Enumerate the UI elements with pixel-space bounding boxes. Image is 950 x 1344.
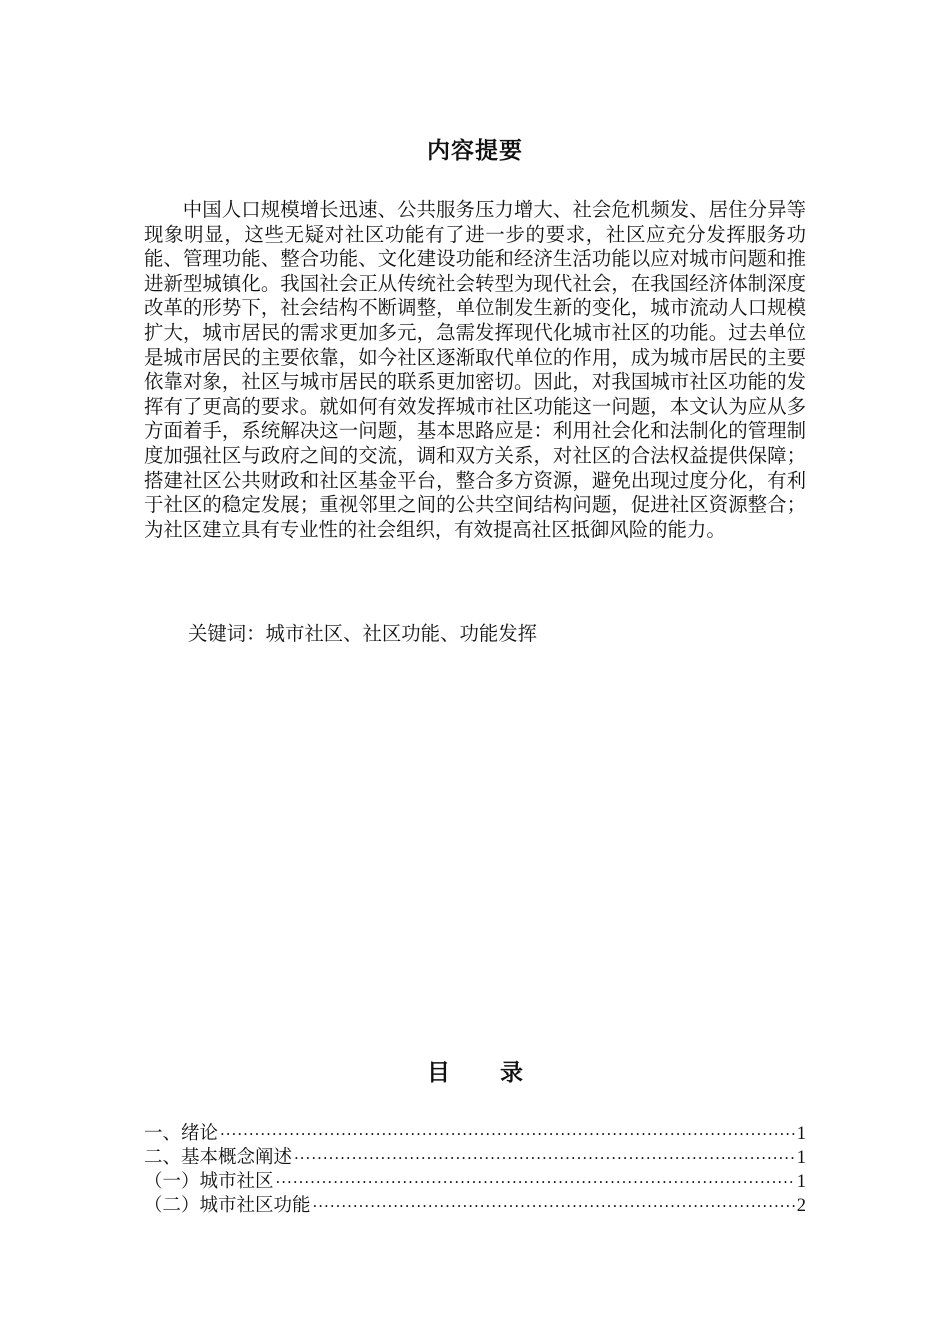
toc-entry-label: （一）城市社区 — [144, 1171, 274, 1192]
toc-leader-dots — [276, 1170, 795, 1194]
toc-leader-dots — [294, 1146, 795, 1170]
toc-entry-page: 1 — [796, 1148, 806, 1168]
toc-entry-page: 1 — [796, 1124, 806, 1144]
table-of-contents — [144, 1122, 806, 1218]
toc-leader-dots — [313, 1194, 795, 1218]
toc-entry-community-functions[interactable] — [144, 1194, 806, 1218]
toc-entry-label: （二）城市社区功能 — [144, 1195, 311, 1216]
toc-entry-page: 1 — [796, 1172, 806, 1192]
toc-entry-urban-community[interactable] — [144, 1170, 806, 1194]
toc-entry-label: 一、绪论 — [144, 1123, 219, 1144]
toc-entry-page: 2 — [796, 1196, 806, 1216]
toc-leader-dots — [220, 1122, 795, 1146]
toc-title: 目 录 — [426, 1060, 523, 1086]
toc-entry-introduction[interactable] — [144, 1122, 806, 1146]
keywords-line: 关键词：城市社区、社区功能、功能发挥 — [188, 622, 538, 645]
toc-entry-basic-concepts[interactable] — [144, 1146, 806, 1170]
abstract-title: 内容提要 — [427, 138, 523, 164]
abstract-body: 中国人口规模增长迅速、公共服务压力增大、社会危机频发、居住分异等现象明显，这些无疑对社区功能有了进一步的要求，社区应充分发挥服务功能、管理功能、整合功能、文化建设功能和经济生活功能以应对城市问题和推进新型城镇化。我国社会正从传统社会转型为现代社会，在我国经济体制深度改革的形势下，社会结构不断调整，单位制发生新的变化，城市流动人口规模扩大，城市居民的需求更加多元，急需发挥现代化城市社区的功能。过去单位是城市居民的主要依靠，如今社区逐渐取代单位的作用，成为城市居民的主要依靠对象，社区与城市居民的联系更加密切。因此，对我国城市社区功能的发挥有了更高的要求。就如何有效发挥城市社区功能这一问题，本文认为应从多方面着手，系统解决这一问题，基本思路应是：利用社会化和法制化的管理制度加强社区与政府之间的交流，调和双方关系，对社区的合法权益提供保障；搭建社区公共财政和社区基金平台，整合多方资源，避免出现过度分化，有利于社区的稳定发展；重视邻里之间的公共空间结构问题，促进社区资源整合；为社区建立具有专业性的社会组织，有效提高社区抵御风险的能力。 — [144, 198, 806, 541]
toc-entry-label: 二、基本概念阐述 — [144, 1147, 293, 1168]
